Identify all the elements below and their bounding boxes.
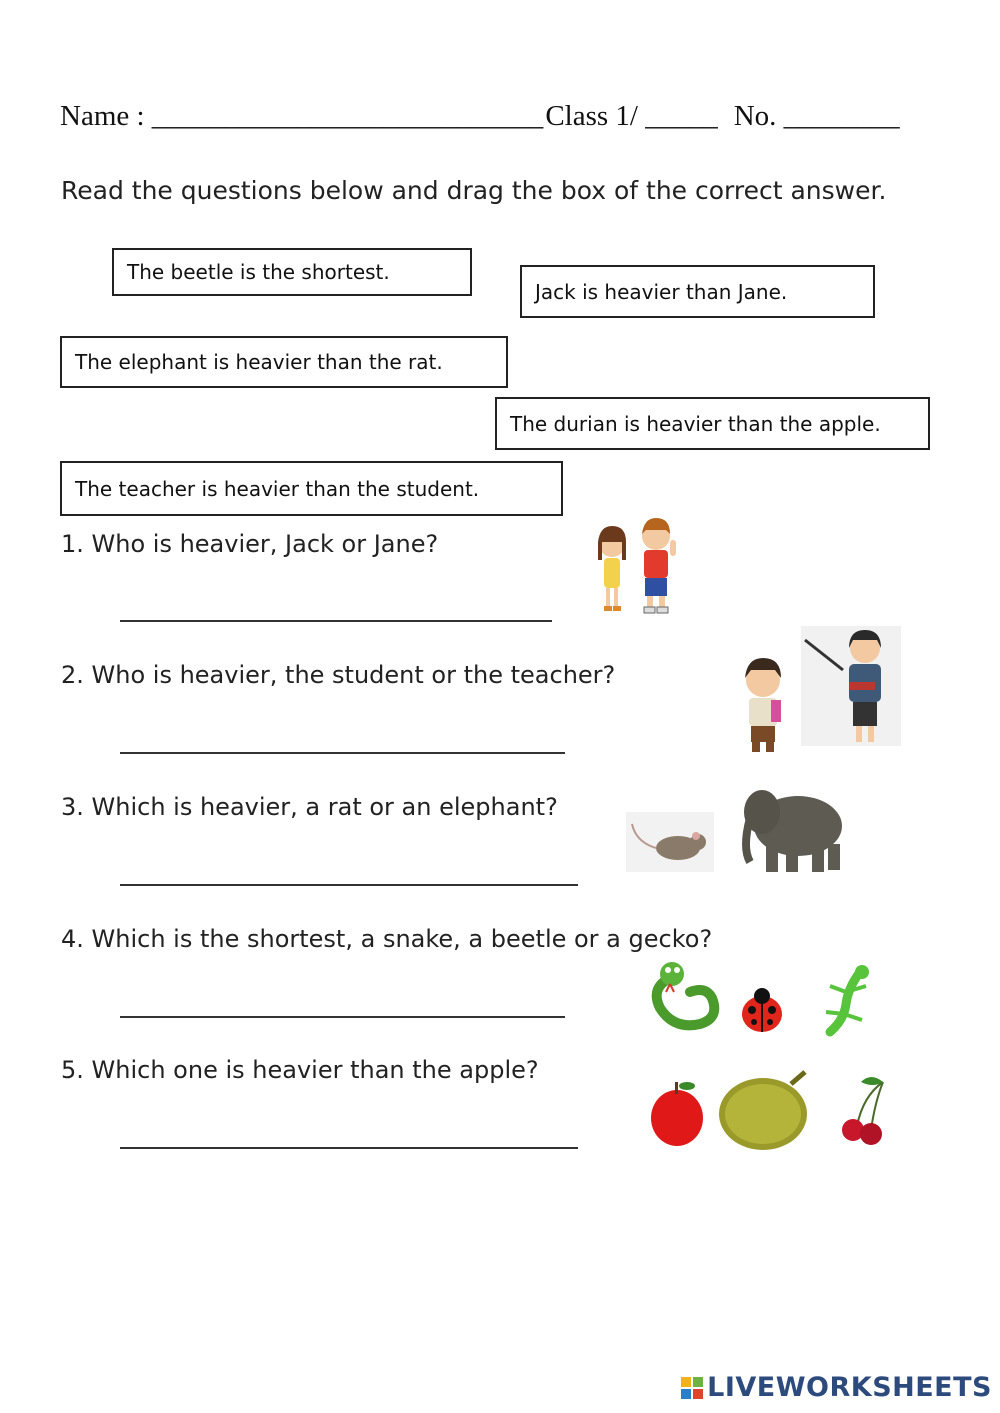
question-2: 2. Who is heavier, the student or the teacher? [61,661,616,689]
girl-icon [598,526,626,611]
gecko-icon [826,965,869,1032]
number-field-label: No. ________ [733,100,900,132]
class-field-label: Class 1/ _____ [545,100,718,132]
elephant-icon [744,790,842,872]
cherry-icon [842,1077,883,1145]
snake-beetle-gecko-image [640,958,880,1046]
answer-drop-line-4[interactable] [120,1016,565,1018]
apple-durian-cherry-image [645,1066,895,1154]
answer-box-elephant[interactable]: The elephant is heavier than the rat. [60,336,508,388]
answer-box-beetle[interactable]: The beetle is the shortest. [112,248,472,296]
liveworksheets-logo-icon [681,1377,703,1399]
answer-box-durian[interactable]: The durian is heavier than the apple. [495,397,930,450]
question-5: 5. Which one is heavier than the apple? [61,1056,539,1084]
boy-icon [642,518,676,613]
jack-jane-image [590,512,690,620]
answer-drop-line-1[interactable] [120,620,552,622]
durian-icon [719,1072,807,1150]
liveworksheets-logo [681,1372,992,1403]
snake-icon [657,962,715,1025]
ladybug-icon [742,988,782,1032]
instructions: Read the questions below and drag the box of the correct answer. [61,176,887,205]
brand-name: LIVEWORKSHEETS [707,1372,992,1403]
answer-drop-line-5[interactable] [120,1147,578,1149]
name-field-label: Name : ___________________________ [60,100,544,132]
answer-drop-line-3[interactable] [120,884,578,886]
question-1: 1. Who is heavier, Jack or Jane? [61,530,439,558]
student-info-header [60,100,940,150]
rat-elephant-image [626,752,856,877]
apple-icon [651,1082,703,1146]
student-teacher-image [725,626,905,754]
answer-drop-line-2[interactable] [120,752,565,754]
answer-box-jack[interactable]: Jack is heavier than Jane. [520,265,875,318]
question-4: 4. Which is the shortest, a snake, a beetle or a gecko? [61,925,713,953]
answer-box-teacher[interactable]: The teacher is heavier than the student. [60,461,563,516]
student-icon [745,658,781,752]
question-3: 3. Which is heavier, a rat or an elephant? [61,793,558,821]
